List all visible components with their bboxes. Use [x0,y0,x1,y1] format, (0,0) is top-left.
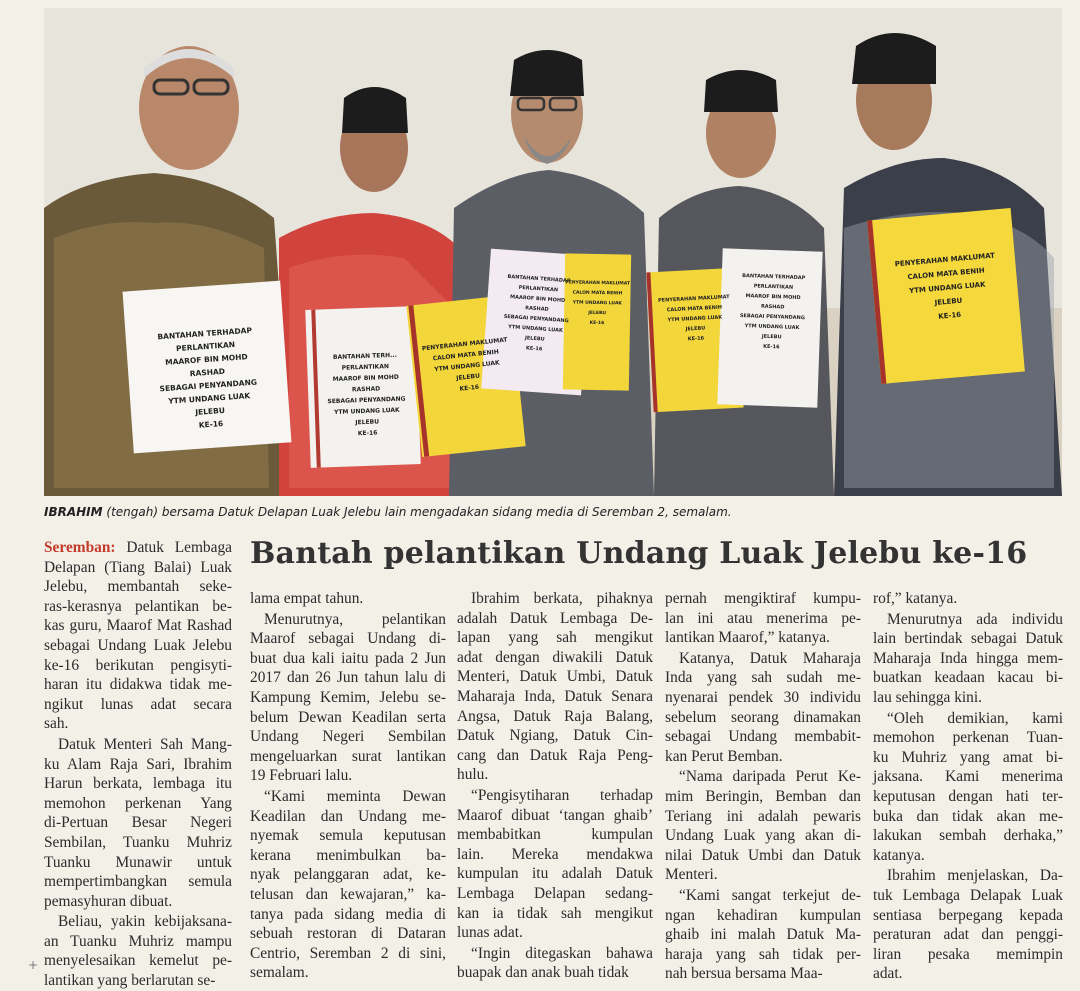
text-line: Angsa, Datuk Raja Balang, [457,707,653,725]
text-line: lapan yang sah mengikut [457,629,653,647]
doc-2-line-1: BANTAHAN TERH... [332,351,398,362]
text-line: adalah Datuk Lembaga De- [457,609,653,627]
doc-7-line-5: SEBAGAI PENYANDANG [739,312,805,322]
text-line: Tuanku Munawir untuk [44,853,232,871]
text-line: nyenarai pendek 30 individu [665,688,861,706]
text-line: buatkan keadaan kacau bi- [873,669,1063,687]
doc-1-line-4: RASHAD [189,366,226,379]
doc-5-line-5: KE-16 [589,320,605,327]
doc-2-line-5: SEBAGAI PENYANDANG [327,395,406,406]
text-line: kan ia tidak sah mengikut [457,904,653,922]
text-line: adat. [873,965,903,983]
doc-5-line-2: CALON MATA BENIH [572,290,623,297]
text-line: katanya. [873,846,925,864]
text-line: tuk Lembaga Delapak Luak [873,886,1063,904]
text-line: nah bersua bersama Maa- [665,965,823,983]
text-line: sah. [44,715,69,733]
doc-8-line-3: YTM UNDANG LUAK [908,280,986,296]
text-line: belum Dewan Keadilan serta [250,708,446,726]
crop-mark: + [28,958,39,972]
doc-2-line-3: MAAROF BIN MOHD [332,373,399,384]
text-line: Ibrahim berkata, pihaknya [471,590,653,607]
doc-5-line-4: JELEBU [588,310,607,317]
text-line: Datuk Ngiang, Datuk Cin- [457,727,653,745]
text-line: sentiasa berpegang kepada [873,906,1063,924]
text-line: kerana menimbulkan ba- [250,846,446,864]
text-line: lau sehingga kini. [873,688,982,706]
doc-7-line-3: MAAROF BIN MOHD [745,293,801,302]
doc-1-line-6: YTM UNDANG LUAK [167,391,251,406]
text-line: buka dan tidak akan me- [873,807,1063,825]
paragraph [44,538,232,734]
doc-5-line-1: PENYERAHAN MAKLUMAT [565,280,630,287]
text-line: tanya pada sidang media di [250,905,446,923]
text-line: telusan dan kewajaran,” ka- [250,885,446,903]
text-line: 2017 dan 26 Jun tahun lalu di [250,669,446,687]
doc-2-line-6: YTM UNDANG LUAK [333,406,400,417]
text-line: ras-kerasnya pelantikan be- [44,597,232,615]
text-line: Maharaja Inda, Datuk Senara [457,687,653,705]
text-line: menyelesaikan kemelut pe- [44,952,232,970]
text-line: “Nama daripada Perut Ke- [679,768,861,786]
text-line: rof,” katanya. [873,590,958,607]
doc-8-line-5: KE-16 [938,310,962,321]
doc-7-line-6: YTM UNDANG LUAK [744,323,800,332]
text-line: Seremban: Datuk Lembaga [44,539,232,556]
text-line: Maharaja Inda hingga mem- [873,649,1063,667]
text-line: lunas adat. [457,924,523,942]
paragraph [873,866,1063,984]
paragraph [873,589,1063,609]
text-line: Lembaga Delapan sedang- [457,884,653,902]
doc-2-line-4: RASHAD [351,385,381,394]
doc-4-line-8: KE-16 [525,345,543,353]
text-line: lama empat tahun. [250,590,364,607]
text-line: “Ingin ditegaskan bahawa [471,944,653,962]
doc-2-line-7: JELEBU [355,418,380,427]
text-line: “Pengisytiharan terhadap [471,786,653,804]
doc-8-line-1: PENYERAHAN MAKLUMAT [894,251,996,269]
doc-3-line-2: CALON MATA BENIH [432,348,500,363]
text-line: Jelebu, membantah seke- [44,578,232,596]
text-line: Maarof dibuat ‘tangan ghaib’ [457,806,653,824]
text-line: Sembilan, Tuanku Muhriz [44,833,232,851]
dateline: Seremban: [44,539,116,556]
press-conference-illustration [44,8,1062,496]
doc-4-line-3: MAAROF BIN MOHD [509,294,566,304]
doc-7-line-4: RASHAD [760,303,785,311]
text-line: 19 Februari lalu. [250,767,353,785]
doc-6-line-2: CALON MATA BENIH [666,304,723,314]
text-line: Katanya, Datuk Maharaja [679,649,861,667]
article-column-2 [250,589,446,983]
text-line: Undang Negeri Sembilan [250,728,446,746]
text-line: buat dua kali iaitu pada 2 Jun [250,649,446,667]
article-headline: Bantah pelantikan Undang Luak Jelebu ke-16 [250,536,1028,571]
doc-4-line-2: PERLANTIKAN [518,284,559,294]
text-line: lakukan sembah derhaka,” [873,827,1063,845]
text-line: nyemak semula keputusan [250,827,446,845]
doc-3-line-1: PENYERAHAN MAKLUMAT [421,336,508,353]
doc-1-line-3: MAAROF BIN MOHD [164,352,249,367]
text-line: ghaib ini malah Datuk Ma- [665,926,861,944]
doc-3-line-4: JELEBU [455,372,481,383]
text-line: hulu. [457,766,489,784]
doc-8-line-4: JELEBU [934,296,963,307]
doc-4-line-5: SEBAGAI PENYANDANG [503,313,569,325]
text-line: membabitkan kumpulan [457,826,653,844]
caption-text: (tengah) bersama Datuk Delapan Luak Jelebu lain mengadakan sidang media di Seremban 2, semalam. [102,505,732,519]
text-line: lain bertindak sebagai Datuk [873,630,1063,648]
article-column-4 [665,589,861,984]
text-line: Teriang ini adalah pewaris [665,807,861,825]
text-line: ku Muhriz yang amat bi- [873,748,1063,766]
text-line: an Tuanku Muhriz mampu [44,932,232,950]
text-line: jaksana. Kami menerima [873,768,1063,786]
text-line: cang dan Datuk Raja Peng- [457,746,653,764]
paragraph [665,886,861,984]
text-line: buapak dan anak buah tidak [457,964,629,982]
text-line: sebagai Undang Luak Jelebu [44,636,232,654]
article-column-3 [457,589,653,983]
text-line: adat dengan diwakili Datuk [457,648,653,666]
text-line: Delapan (Tiang Balai) Luak [44,558,232,576]
text-line: di-Pertuan Besar Negeri [44,814,232,832]
doc-6-line-3: YTM UNDANG LUAK [667,314,723,324]
text-line: haran itu didakwa tidak me- [44,676,232,694]
text-line: “Kami sangat terkejut de- [679,886,861,904]
text-line: mim Beringin, Bemban dan [665,787,861,805]
news-photo [44,8,1062,496]
text-line: nilai Datuk Umbi dan Datuk [665,846,861,864]
doc-2-line-2: PERLANTIKAN [341,363,390,372]
text-line: Inda yang sah sudah me- [665,669,861,687]
text-line: lan ini atau menerima pe- [665,609,861,627]
doc-5-line-3: YTM UNDANG LUAK [572,300,622,307]
text-line: pernah mengiktiraf kumpu- [665,590,861,607]
doc-7-line-1: BANTAHAN TERHADAP [742,273,806,282]
doc-6-line-1: PENYERAHAN MAKLUMAT [657,294,730,304]
doc-1-line-1: BANTAHAN TERHADAP [157,325,253,342]
text-line: Harun berkata, lembaga itu [44,775,232,793]
doc-3-line-5: KE-16 [459,383,480,393]
text-line: memohon perkenan Yang [44,794,232,812]
paragraph [250,610,446,786]
paragraph [665,649,861,767]
paragraph [250,589,446,609]
doc-4-line-6: YTM UNDANG LUAK [508,324,564,334]
text-line: “Oleh demikian, kami [887,709,1063,727]
text-line: peraturan adat dan penggi- [873,926,1063,944]
doc-2-line-8: KE-16 [357,429,378,438]
text-line: sebuah restoran di Dataran [250,925,446,943]
paragraph [873,709,1063,866]
article-column-5 [873,589,1063,984]
text-line: lantikan yang berlarutan se- [44,972,216,990]
paragraph [457,589,653,785]
text-line: “Kami meminta Dewan [264,787,446,805]
text-line: Menurutnya ada individu [887,610,1063,628]
text-line: Datuk Menteri Sah Mang- [58,735,232,753]
doc-3-line-3: YTM UNDANG LUAK [433,359,501,374]
doc-4-line-4: RASHAD [524,305,549,313]
doc-6-line-5: KE-16 [687,335,705,343]
text-line: Menurutnya, pelantikan [264,610,446,628]
doc-7-line-2: PERLANTIKAN [753,283,794,291]
doc-4-line-1: BANTAHAN TERHADAP [507,273,571,285]
doc-1-line-8: KE-16 [198,419,224,430]
document-8 [867,208,1025,384]
text-line: Beliau, yakin kebijaksana- [58,913,232,931]
doc-1-line-7: JELEBU [195,405,226,417]
paragraph [250,787,446,983]
text-line: mempertimbangkan semula [44,873,232,891]
text-line: semalam. [250,964,309,982]
doc-1-line-5: SEBAGAI PENYANDANG [159,377,258,394]
text-line: haraja yang sah tidak per- [665,945,861,963]
paragraph [873,610,1063,708]
paragraph [457,786,653,943]
doc-1-line-2: PERLANTIKAN [175,340,236,354]
doc-7-line-7: JELEBU [761,333,782,341]
text-line: lain. Mereka mendakwa [457,845,653,863]
doc-7-line-8: KE-16 [763,343,780,351]
text-line: kumpulan itu adalah Datuk [457,865,653,883]
text-line: nyak pelanggaran adat, ke- [250,866,446,884]
text-line: pemasyhuran dibuat. [44,892,173,910]
text-line: keputusan dengan hati ter- [873,787,1063,805]
article-column-1 [44,538,232,991]
paragraph [44,912,232,990]
photo-caption [44,505,1044,519]
paragraph [665,767,861,885]
text-line: ke-16 berikutan pengisyti- [44,656,232,674]
text-line: sebagai Undang membabit- [665,728,861,746]
text-line: ngikut lunas adat secara [44,695,232,713]
doc-6-line-4: JELEBU [685,325,706,333]
text-line: Keadilan dan Undang me- [250,807,446,825]
doc-4-line-7: JELEBU [524,335,545,343]
text-line: Ibrahim menjelaskan, Da- [887,867,1063,885]
text-line: sebelum seorang dinamakan [665,708,861,726]
caption-lead: IBRAHIM [44,505,103,519]
text-line: Kampung Kemim, Jelebu se- [250,688,446,706]
text-line: ngan kehadiran kumpulan [665,906,861,924]
doc-8-line-2: CALON MATA BENIH [907,266,985,282]
text-line: memohon perkenan Tuan- [873,729,1063,747]
text-line: Undang Luak yang akan di- [665,827,861,845]
text-line: ku Alam Raja Sari, Ibrahim [44,755,232,773]
text-line: kan Perut Bemban. [665,747,783,765]
text-line: kas guru, Maarof Mat Rashad [44,617,232,635]
text-line: lantikan Maarof,” katanya. [665,629,830,647]
paragraph [665,589,861,648]
text-line: Centrio, Seremban 2 di sini, [250,944,446,962]
text-line: mengeluarkan surat lantikan [250,747,446,765]
text-line: liran pesaka memimpin [873,945,1063,963]
paragraph [44,735,232,911]
text-line: Menteri. [665,866,718,884]
paragraph [457,944,653,983]
text-line: Menteri, Datuk Umbi, Datuk [457,668,653,686]
text-line: Maarof sebagai Undang di- [250,630,446,648]
